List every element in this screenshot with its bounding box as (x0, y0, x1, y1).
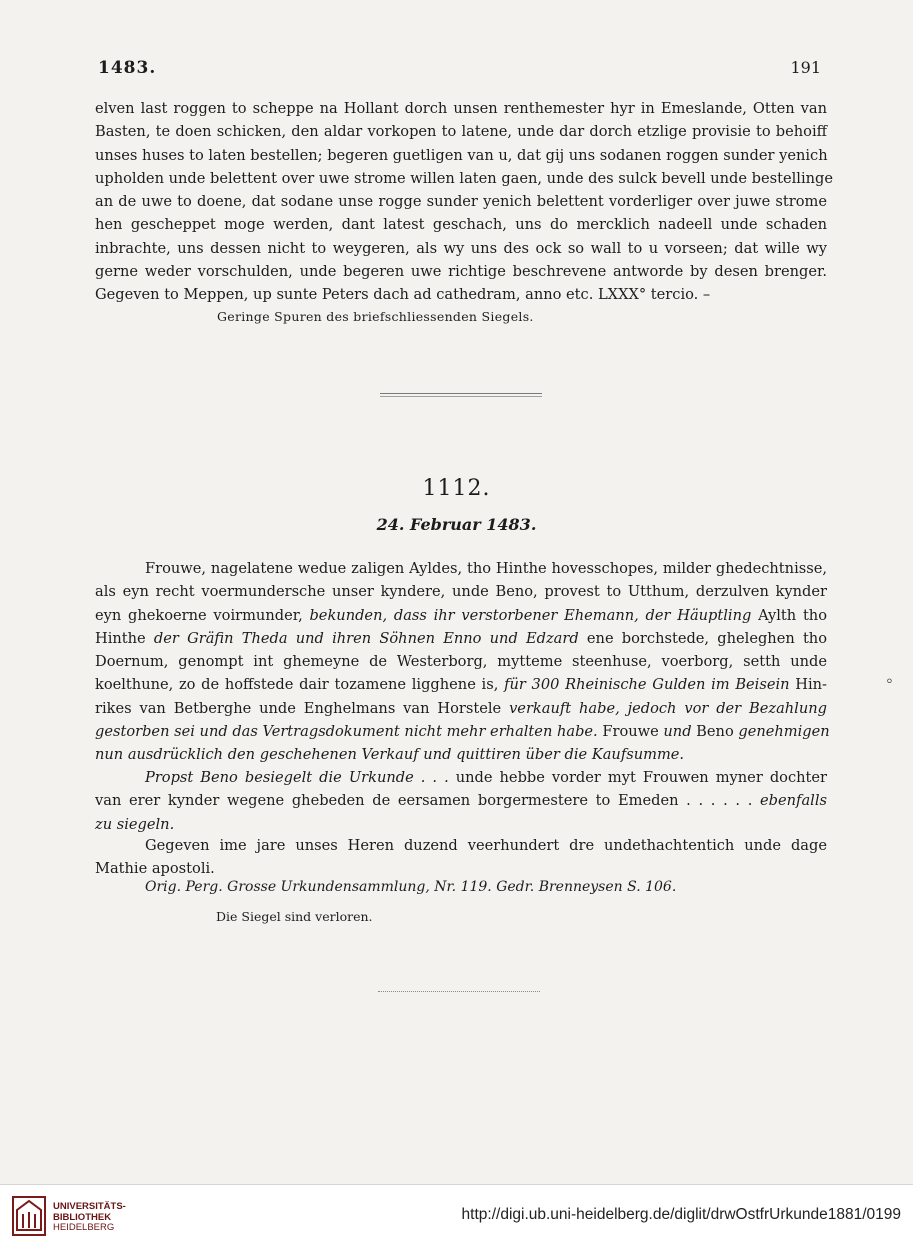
seal-lost-note: Die Siegel sind verloren. (216, 909, 373, 924)
text-line (95, 260, 827, 283)
text-segment: Hinthe (95, 629, 154, 647)
text-line (95, 857, 827, 880)
text-line (95, 97, 827, 120)
letter-continuation (95, 97, 834, 307)
italic-segment: verkauft habe, jedoch vor der Bezahlung (509, 699, 827, 717)
footer-bar (0, 1184, 913, 1250)
text-line (95, 720, 830, 743)
text-segment: upholden unde belettent over uwe strome willen laten gaen, unde des sulck bevell unde bestellinge (95, 169, 834, 187)
text-line (95, 190, 827, 213)
italic-segment: genehmigen (738, 723, 830, 741)
text-segment: an de uwe to doene, dat sodane unse rogge sunder yenich belettent vorderliger over juwe strome (95, 193, 827, 211)
margin-mark: ⸰ (886, 674, 893, 688)
text-segment: unses huses to laten bestellen; begeren guetligen van u, dat gij uns sodanen roggen sunder yenich (95, 146, 828, 164)
text-segment: koelthune, zo de hoffstede dair tozamene ligghene is, (95, 676, 505, 694)
text-line (95, 697, 827, 720)
library-logo-icon[interactable] (12, 1196, 46, 1236)
text-segment: Doernum, genompt int ghemeyne de Westerborg, mytteme steenhuse, voerborg, setth unde (95, 653, 827, 671)
library-name-line3: HEIDELBERG (53, 1222, 115, 1233)
regest-paragraph (95, 557, 830, 767)
library-name-line2: BIBLIOTHEK (53, 1211, 112, 1223)
text-segment: hen gescheppet moge werden, dant latest geschach, uns do mercklich nadeell unde schaden (95, 216, 827, 234)
text-line (95, 673, 827, 696)
text-line (95, 557, 827, 580)
italic-segment: und (663, 723, 692, 741)
text-line (95, 766, 827, 789)
italic-segment: der Gräfin Theda und ihren Söhnen Enno und Edzard (153, 629, 579, 647)
text-line (95, 604, 827, 627)
text-line (95, 167, 834, 190)
text-segment: eyn ghekoerne voirmunder, (95, 606, 310, 624)
text-segment: Frouwe (597, 723, 664, 741)
source-citation: Orig. Perg. Grosse Urkundensammlung, Nr. 119. Gedr. Brenneysen S. 106. (145, 879, 677, 895)
italic-segment: Propst Beno besiegelt die Urkunde . . . (145, 769, 449, 786)
italic-segment: bekunden, dass ihr verstorbener Ehemann, der Häuptling (309, 606, 752, 624)
text-line (95, 789, 827, 812)
italic-segment: ebenfalls (760, 792, 827, 810)
section-divider (380, 393, 542, 397)
text-segment: als eyn recht voermundersche unser kyndere, unde Beno, provest to Utthum, derzulven kynder (95, 583, 827, 601)
text-line (95, 627, 827, 650)
italic-segment: zu siegeln. (95, 815, 175, 833)
text-segment: Gegeven ime jare unses Heren duzend veerhundert dre undethachtentich unde dage (145, 837, 827, 854)
text-line (95, 213, 827, 236)
text-segment: inbrachte, uns dessen nicht to weygeren, als wy uns des ock so wall to u vorseen; dat wille wy (95, 239, 827, 257)
page-number: 191 (790, 58, 821, 77)
text-segment: Aylth tho (751, 606, 827, 624)
text-segment: van erer kynder wegene ghebeden de eersamen borgermestere to Emeden . . . . . . (95, 792, 761, 810)
italic-segment: nun ausdrücklich den geschehenen Verkauf und quittiren über die Kaufsumme. (95, 746, 685, 764)
text-segment: unde hebbe vorder myt Frouwen myner dochter (448, 769, 827, 786)
text-line (95, 834, 827, 857)
text-segment: Basten, te doen schicken, den aldar vorkopen to latene, unde dar dorch etzlige provisie to behoiff (95, 123, 827, 141)
italic-segment: für 300 Rheinische Gulden im Beisein (504, 676, 790, 694)
text-line (95, 283, 827, 306)
italic-segment: gestorben sei und das Vertragsdokument nicht mehr erhalten habe. (95, 723, 598, 741)
text-segment: Hin- (789, 676, 827, 694)
text-segment: elven last roggen to scheppe na Hollant dorch unsen renthemester hyr in Emeslande, Otten van (95, 100, 827, 117)
text-line (95, 743, 827, 766)
text-segment: Mathie apostoli. (95, 860, 215, 878)
dating-paragraph (95, 834, 827, 881)
sealing-paragraph (95, 766, 827, 836)
running-head-year: 1483. (98, 58, 157, 78)
document-date: 24. Februar 1483. (376, 515, 537, 534)
text-line (95, 580, 827, 603)
document-number: 1112. (422, 476, 491, 501)
text-segment: Beno (691, 723, 739, 741)
end-divider (378, 991, 540, 993)
library-name-line1: UNIVERSITÄTS- (53, 1201, 126, 1212)
text-segment: ene borchstede, gheleghen tho (578, 629, 827, 647)
text-line (95, 813, 827, 836)
permalink-url[interactable]: http://digi.ub.uni-heidelberg.de/diglit/drwOstfrUrkunde1881/0199 (461, 1206, 901, 1223)
text-line (95, 237, 827, 260)
library-name (53, 1202, 126, 1234)
seal-note: Geringe Spuren des briefschliessenden Siegels. (217, 309, 534, 324)
text-segment: rikes van Betberghe unde Enghelmans van Horstele (95, 699, 510, 717)
text-line (95, 144, 827, 167)
text-segment: gerne weder vorschulden, unde begeren uwe richtige beschrevene antworde by desen brenger. (95, 263, 827, 281)
text-segment: Frouwe, nagelatene wedue zaligen Ayldes, tho Hinthe hovesschopes, milder ghedechtnisse, (145, 560, 827, 577)
text-line (95, 120, 827, 143)
text-segment: Gegeven to Meppen, up sunte Peters dach ad cathedram, anno etc. LXXX° tercio. – (95, 286, 711, 304)
text-line (95, 650, 827, 673)
